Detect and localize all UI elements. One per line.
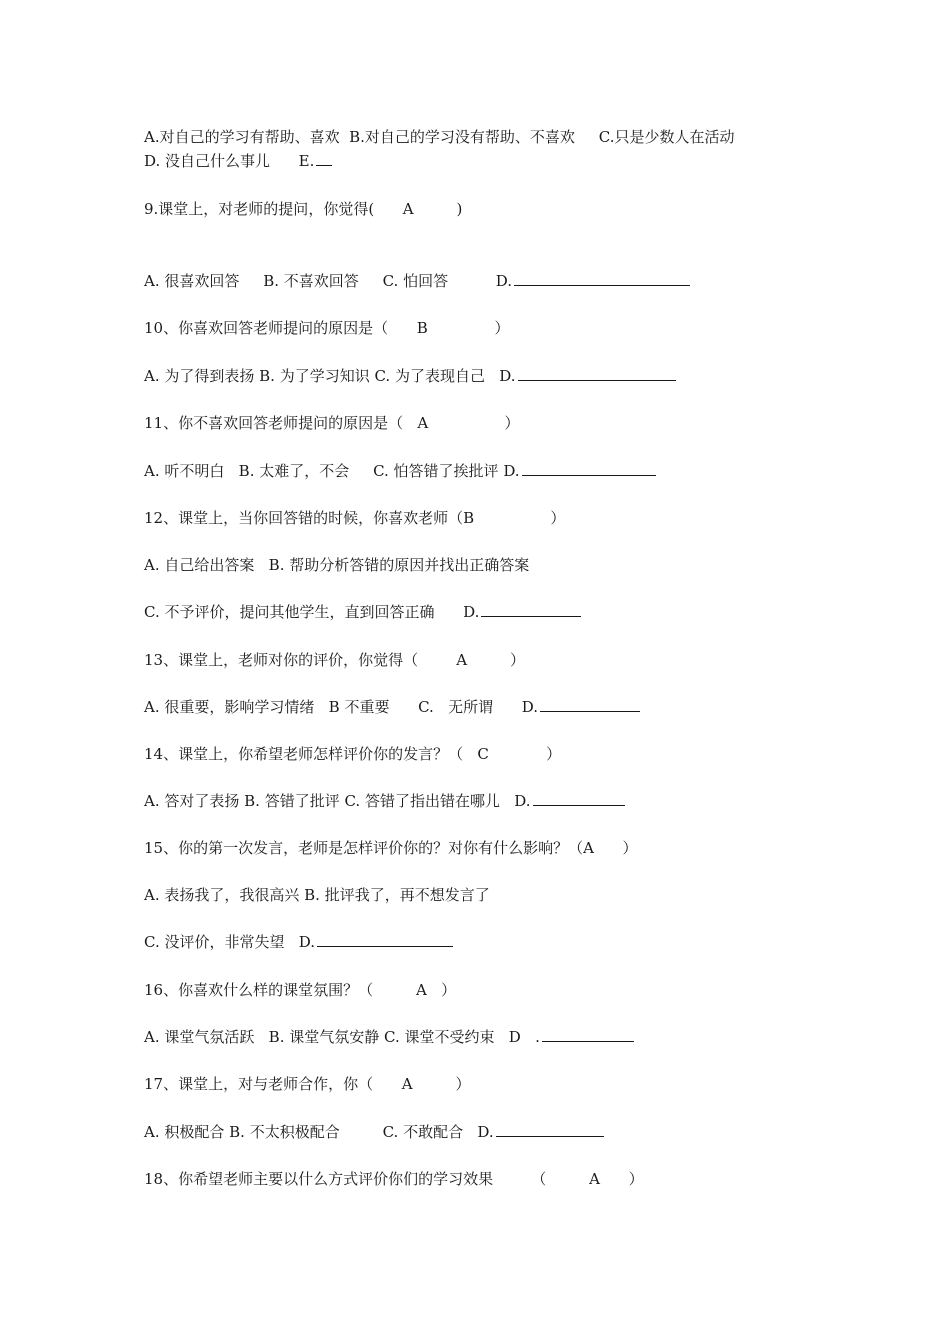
q11-question: 11、你不喜欢回答老师提问的原因是（ A ） xyxy=(144,414,520,432)
q11-options: A. 听不明白 B. 太难了，不会 C. 怕答错了挨批评 D. xyxy=(144,461,656,481)
q15-options-row2: C. 没评价，非常失望 D. xyxy=(144,932,453,952)
q9-options: A. 很喜欢回答 B. 不喜欢回答 C. 怕回答 D. xyxy=(144,271,690,291)
q8-options-row1: A.对自己的学习有帮助、喜欢 B.对自己的学习没有帮助、不喜欢 C.只是少数人在活动 xyxy=(144,128,735,146)
q12-question: 12、课堂上，当你回答错的时候，你喜欢老师（B ） xyxy=(144,509,566,527)
answer-blank[interactable] xyxy=(522,461,656,476)
answer-blank[interactable] xyxy=(481,602,581,617)
q14-options: A. 答对了表扬 B. 答错了批评 C. 答错了指出错在哪儿 D. xyxy=(144,791,625,811)
q15-question: 15、你的第一次发言，老师是怎样评价你的？对你有什么影响？（A ） xyxy=(144,839,638,857)
q13-question: 13、课堂上，老师对你的评价，你觉得（ A ） xyxy=(144,651,525,669)
q12-options-row1: A. 自己给出答案 B. 帮助分析答错的原因并找出正确答案 xyxy=(144,556,530,574)
answer-blank[interactable] xyxy=(518,366,676,381)
q16-question: 16、你喜欢什么样的课堂氛围？（ A ） xyxy=(144,981,457,999)
answer-blank[interactable] xyxy=(496,1122,604,1137)
q17-options: A. 积极配合 B. 不太积极配合 C. 不敢配合 D. xyxy=(144,1122,604,1142)
answer-blank[interactable] xyxy=(533,791,625,806)
answer-blank[interactable] xyxy=(514,271,690,286)
q15-options-row1: A. 表扬我了，我很高兴 B. 批评我了，再不想发言了 xyxy=(144,886,490,904)
q10-options: A. 为了得到表扬 B. 为了学习知识 C. 为了表现自己 D. xyxy=(144,366,676,386)
q12-options-row2: C. 不予评价，提问其他学生，直到回答正确 D. xyxy=(144,602,581,622)
answer-blank[interactable] xyxy=(542,1027,634,1042)
q9-question: 9.课堂上，对老师的提问，你觉得( A ) xyxy=(144,200,463,218)
q17-question: 17、课堂上，对与老师合作，你（ A ） xyxy=(144,1075,471,1093)
answer-blank[interactable] xyxy=(316,151,332,166)
answer-blank[interactable] xyxy=(317,932,453,947)
q8-options-row2: D. 没自己什么事儿 E. xyxy=(144,151,332,171)
q16-options: A. 课堂气氛活跃 B. 课堂气氛安静 C. 课堂不受约束 D . xyxy=(144,1027,634,1047)
answer-blank[interactable] xyxy=(540,697,640,712)
q18-question: 18、你希望老师主要以什么方式评价你们的学习效果 （ A ） xyxy=(144,1170,644,1188)
q13-options: A. 很重要，影响学习情绪 B 不重要 C. 无所谓 D. xyxy=(144,697,640,717)
q14-question: 14、课堂上，你希望老师怎样评价你的发言？（ C ） xyxy=(144,745,562,763)
q10-question: 10、你喜欢回答老师提问的原因是（ B ） xyxy=(144,319,510,337)
